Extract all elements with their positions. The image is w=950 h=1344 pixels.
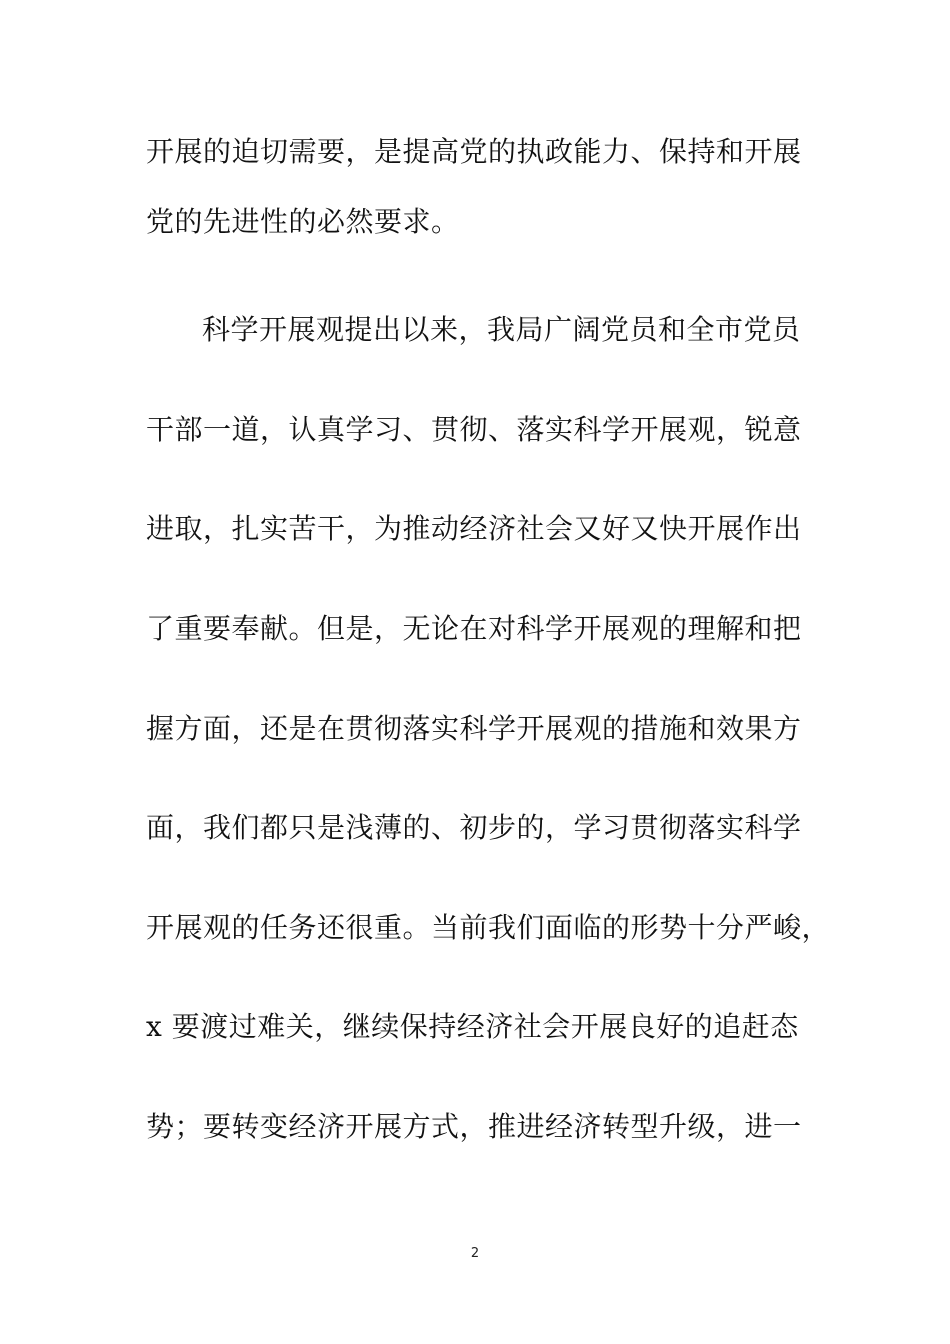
paragraph-first-line: 科学开展观提出以来，我局广阔党员和全市党员 bbox=[202, 313, 801, 346]
text-line-10: x 要渡过难关，继续保持经济社会开展良好的追赶态 bbox=[146, 1010, 799, 1043]
page-number: 2 bbox=[470, 1246, 480, 1261]
text-line-9: 开展观的任务还很重。当前我们面临的形势十分严峻， bbox=[146, 911, 831, 944]
text-line-5: 进取，扎实苦干，为推动经济社会又好又快开展作出 bbox=[146, 512, 802, 545]
text-line-4: 干部一道，认真学习、贯彻、落实科学开展观，锐意 bbox=[146, 413, 802, 446]
text-line-1: 开展的迫切需要，是提高党的执政能力、保持和开展 bbox=[146, 135, 802, 168]
text-line-2: 党的先进性的必然要求。 bbox=[146, 205, 460, 238]
text-line-6: 了重要奉献。但是，无论在对科学开展观的理解和把 bbox=[146, 612, 802, 645]
text-line-11: 势；要转变经济开展方式，推进经济转型升级，进一 bbox=[146, 1110, 802, 1143]
text-line-8: 面，我们都只是浅薄的、初步的，学习贯彻落实科学 bbox=[146, 811, 802, 844]
text-line-7: 握方面，还是在贯彻落实科学开展观的措施和效果方 bbox=[146, 712, 802, 745]
